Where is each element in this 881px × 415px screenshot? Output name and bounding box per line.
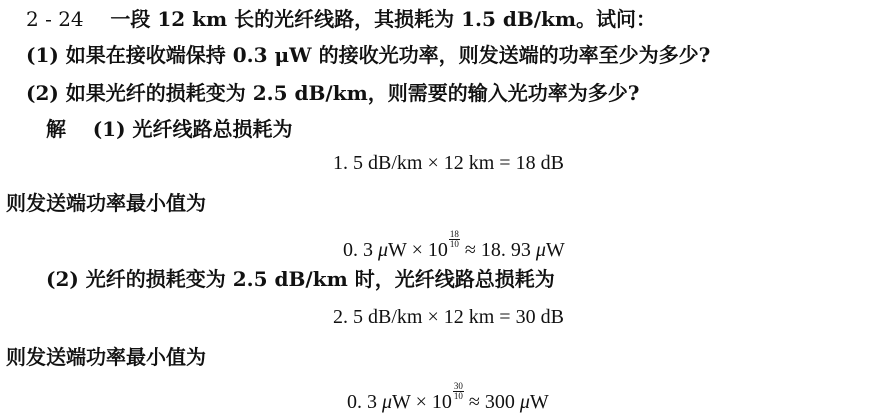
- question-2: (2) 如果光纤的损耗变为 2.5 dB/km，则需要的输入光功率为多少?: [26, 81, 640, 105]
- problem-header: [26, 6, 656, 32]
- equation-total-loss-2: 2. 5 dB/km × 12 km = 30 dB: [333, 306, 564, 328]
- eq4-base: 0. 3: [347, 391, 382, 413]
- eq2-base: 0. 3: [343, 239, 378, 261]
- solution-part1-intro: (1) 光纤线路总损耗为: [92, 117, 293, 141]
- equation-power-2: [347, 382, 549, 415]
- question-1: (1) 如果在接收端保持 0.3 μW 的接收光功率，则发送端的功率至少为多少?: [26, 43, 711, 67]
- eq2-unit: W × 10: [388, 239, 448, 261]
- eq2-exp-num: 18: [449, 229, 459, 239]
- solution-label: 解: [46, 117, 66, 141]
- solution-part2-intro: (2) 光纤的损耗变为 2.5 dB/km 时，光纤线路总损耗为: [46, 267, 555, 291]
- eq4-unit: W × 10: [392, 391, 452, 413]
- eq4-result-mu: μ: [519, 391, 530, 413]
- eq4-exponent: [453, 382, 464, 401]
- eq4-result: ≈ 300: [463, 391, 520, 413]
- eq2-result: ≈ 18. 93: [459, 239, 536, 261]
- eq2-exponent: [449, 230, 460, 249]
- equation-power-1: [343, 230, 565, 263]
- eq4-mu: μ: [382, 391, 393, 413]
- eq4-result-unit: W: [529, 391, 549, 413]
- eq2-result-unit: W: [545, 239, 565, 261]
- eq2-mu: μ: [378, 239, 389, 261]
- eq4-exp-den: 10: [453, 391, 463, 401]
- equation-total-loss-1: 1. 5 dB/km × 12 km = 18 dB: [333, 152, 564, 174]
- eq2-result-mu: μ: [535, 239, 546, 261]
- solution-text-1: 则发送端功率最小值为: [6, 191, 206, 215]
- eq2-exp-den: 10: [449, 239, 459, 249]
- problem-statement: 一段 12 km 长的光纤线路，其损耗为 1.5 dB/km。试问：: [110, 7, 657, 31]
- eq4-exp-num: 30: [453, 381, 463, 391]
- solution-part1-heading: [46, 116, 293, 142]
- problem-number: 2 - 24: [26, 7, 84, 31]
- solution-text-2: 则发送端功率最小值为: [6, 345, 206, 369]
